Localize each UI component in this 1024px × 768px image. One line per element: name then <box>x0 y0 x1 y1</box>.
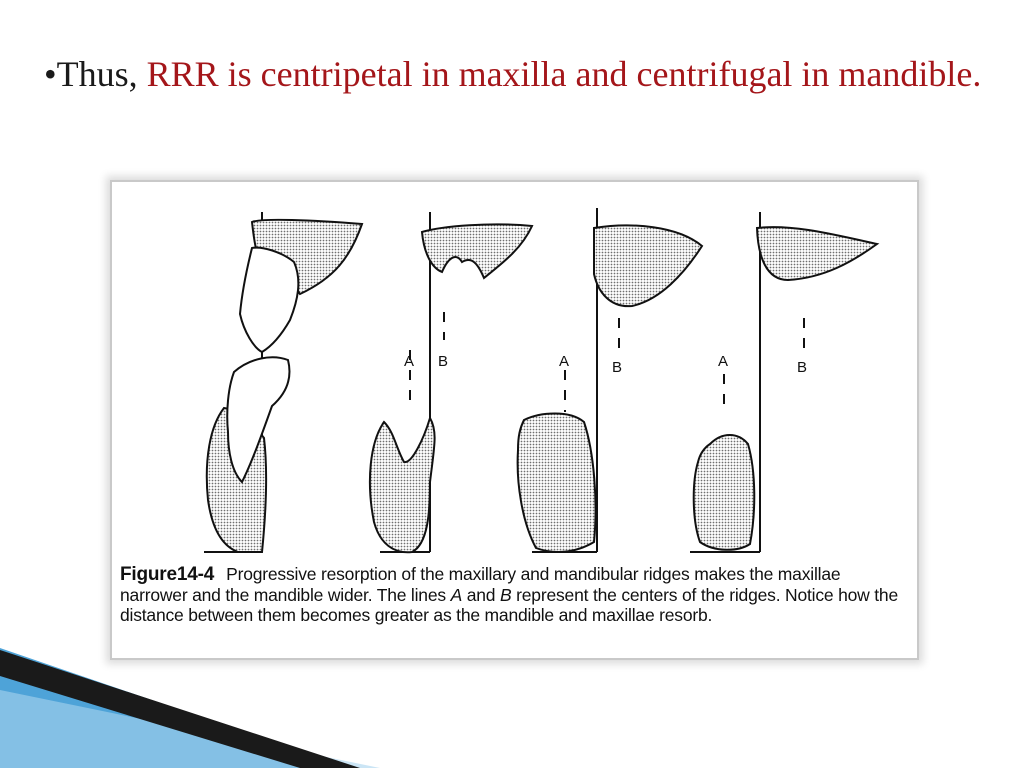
stage-3-label-A: A <box>559 353 570 370</box>
caption-text-1: Progressive resorption of the maxillary and mandibular ridges makes the maxillae narrower and the mandible wider. The lines <box>120 564 841 605</box>
lead-text: Thus, <box>56 54 147 94</box>
stage-4-label-A: A <box>718 353 729 370</box>
highlight-text: RRR is centripetal in maxilla and centrifugal in mandible. <box>146 54 982 94</box>
figure-label: Figure14-4 <box>120 564 215 585</box>
caption-text-3: represent the centers of the ridges. Notice how the distance between them becomes greater as the mandible and maxillae resorb. <box>120 585 898 625</box>
stage-3-label-B: B <box>612 359 623 376</box>
stage-2-label-B: B <box>438 353 449 370</box>
caption-line-A: A <box>450 585 463 605</box>
stage-2-label-A: A <box>404 353 415 370</box>
stage-4-label-B: B <box>797 359 808 376</box>
bullet-marker: • <box>44 54 57 94</box>
caption-text-2: and <box>462 585 500 605</box>
caption-line-B: B <box>500 585 512 605</box>
